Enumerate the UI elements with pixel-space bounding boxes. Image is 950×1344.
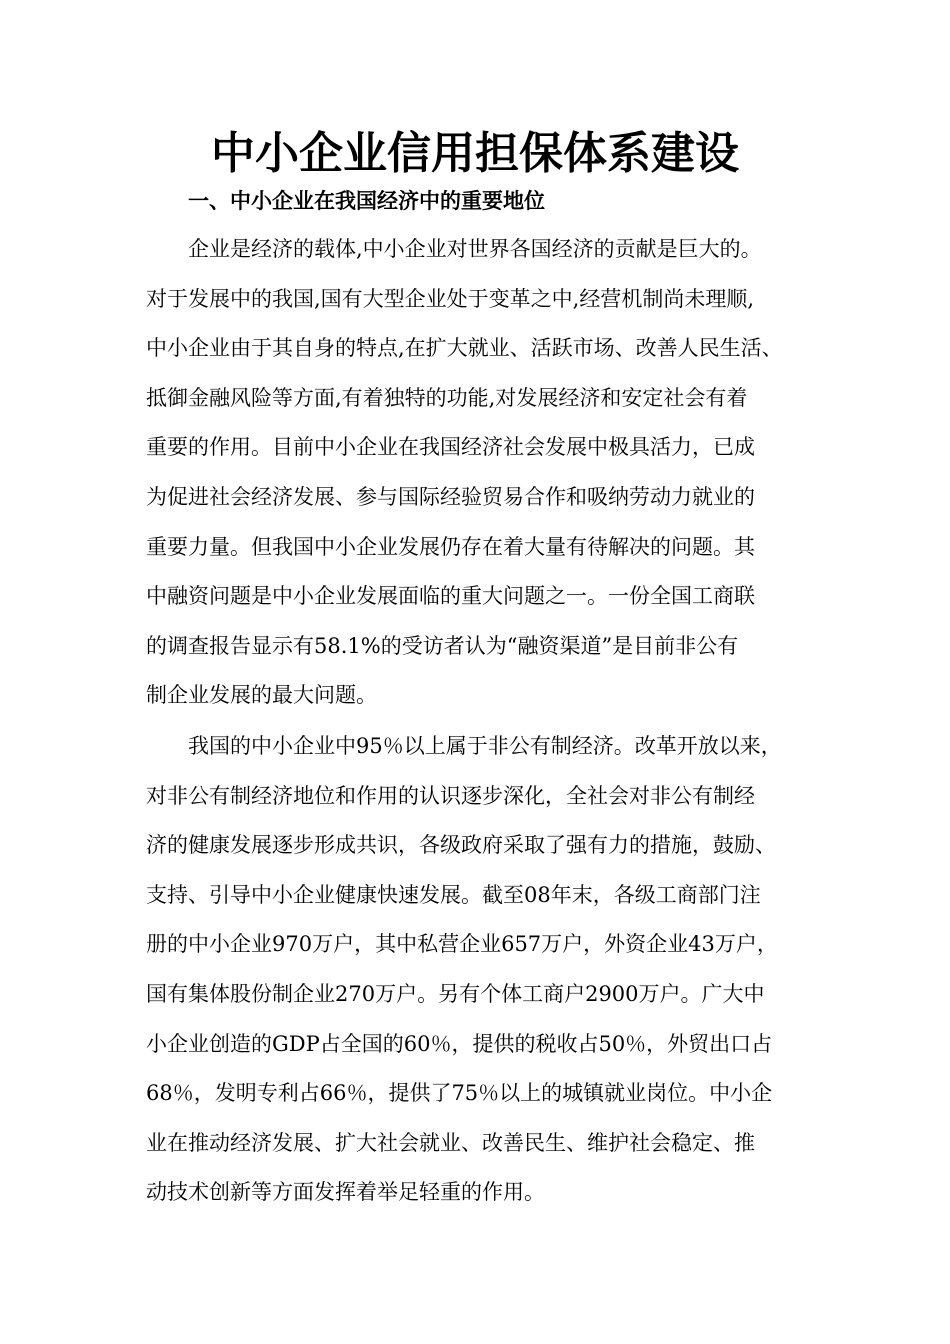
paragraph-line: 对于发展中的我国,国有大型企业处于变革之中,经营机制尚未理顺, <box>146 286 755 311</box>
paragraph-line: 为促进社会经济发展、参与国际经验贸易合作和吸纳劳动力就业的 <box>146 484 755 509</box>
paragraph-line: 68％，发明专利占66％，提供了75％以上的城镇就业岗位。中小企 <box>146 1081 773 1106</box>
paragraph-line: 制企业发展的最大问题。 <box>146 683 377 708</box>
paragraph-line: 支持、引导中小企业健康快速发展。截至08年末，各级工商部门注 <box>146 882 761 907</box>
paragraph-line: 的调查报告显示有58.1%的受访者认为“融资渠道”是目前非公有 <box>146 633 739 658</box>
paragraph-line: 中融资问题是中小企业发展面临的重大问题之一。一份全国工商联 <box>146 584 755 609</box>
paragraph-line: 小企业创造的GDP占全国的60％，提供的税收占50％，外贸出口占 <box>146 1031 773 1056</box>
paragraph-line: 抵御金融风险等方面,有着独特的功能,对发展经济和安定社会有着 <box>146 385 748 410</box>
paragraph-line: 中小企业由于其自身的特点,在扩大就业、活跃市场、改善人民生活、 <box>146 336 783 361</box>
paragraph-2 <box>146 722 806 1218</box>
paragraph-line: 对非公有制经济地位和作用的认识逐步深化，全社会对非公有制经 <box>146 783 755 808</box>
paragraph-line: 企业是经济的载体,中小企业对世界各国经济的贡献是巨大的。 <box>188 237 762 261</box>
document-title: 中小企业信用担保体系建设 <box>211 128 739 179</box>
paragraph-1 <box>146 225 806 721</box>
paragraph-line: 重要的作用。目前中小企业在我国经济社会发展中极具活力，已成 <box>146 435 755 460</box>
paragraph-line: 我国的中小企业中95％以上属于非公有制经济。改革开放以来， <box>188 734 782 758</box>
paragraph-line: 重要力量。但我国中小企业发展仍存在着大量有待解决的问题。其 <box>146 534 755 559</box>
paragraph-line: 册的中小企业970万户，其中私营企业657万户，外资企业43万户， <box>146 932 778 957</box>
paragraph-line: 国有集体股份制企业270万户。另有个体工商户2900万户。广大中 <box>146 981 765 1006</box>
paragraph-line: 业在推动经济发展、扩大社会就业、改善民生、维护社会稳定、推 <box>146 1130 755 1155</box>
paragraph-line: 济的健康发展逐步形成共识，各级政府采取了强有力的措施，鼓励、 <box>146 833 776 858</box>
section-heading: 一、中小企业在我国经济中的重要地位 <box>188 188 545 213</box>
paragraph-line: 动技术创新等方面发挥着举足轻重的作用。 <box>146 1180 545 1205</box>
